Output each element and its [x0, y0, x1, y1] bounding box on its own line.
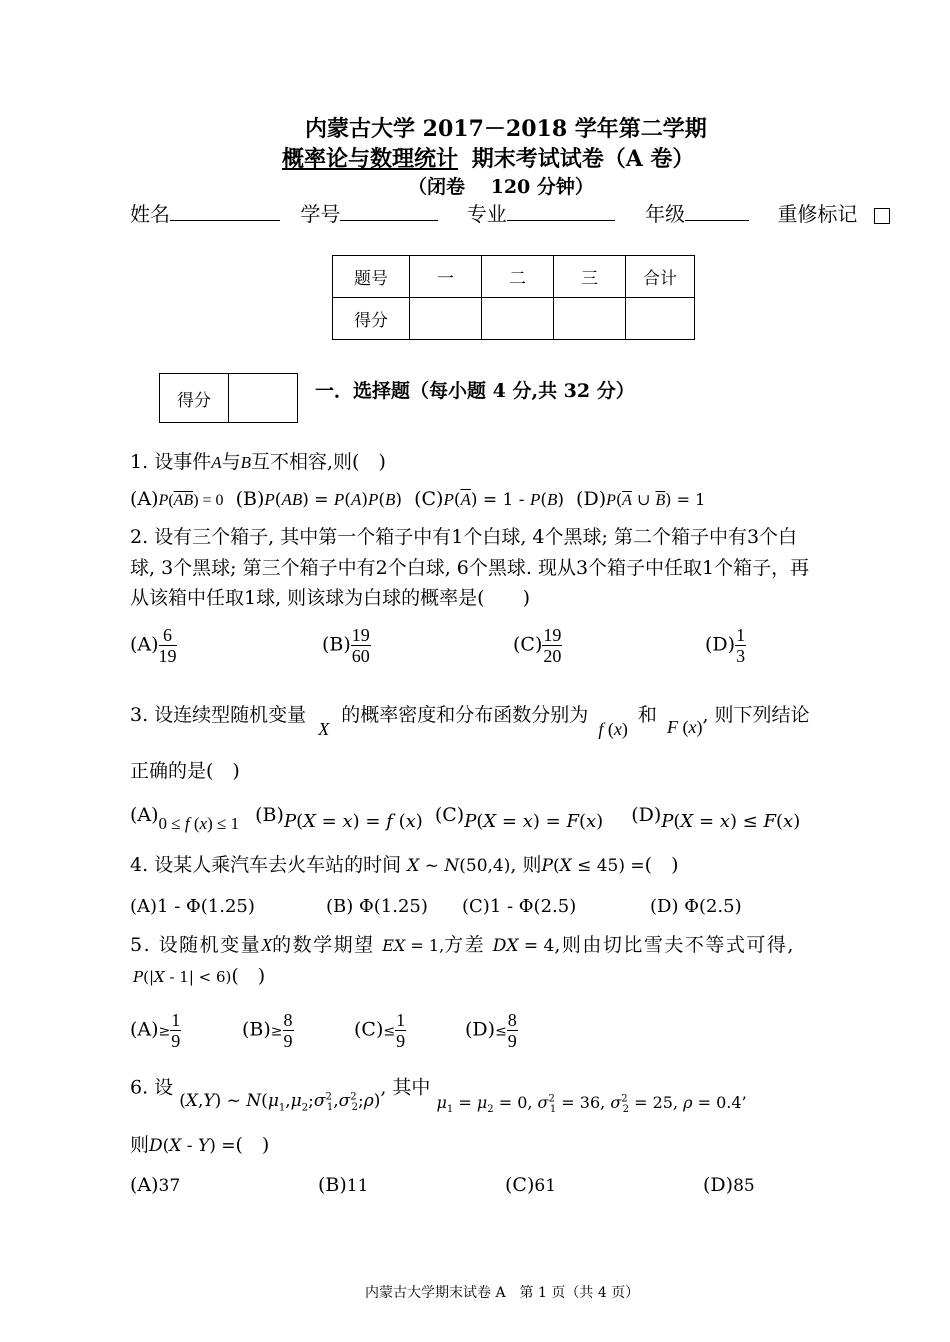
grade-blank[interactable] — [685, 198, 749, 221]
score-table-header: 二 — [482, 256, 554, 298]
option-a[interactable]: $(A)P(\overline{AB}) = 0$ — [130, 488, 224, 510]
grade-label: 年级 — [645, 202, 686, 226]
question-5-line1: 5. 设随机变量X的数学期望 EX = 1,方差 DX = 4,则由切比雪夫不等式可得, — [130, 934, 795, 956]
exam-duration: （闭卷 120 分钟） — [408, 176, 594, 198]
q1-number: 1. — [130, 451, 149, 473]
question-5-option-b[interactable]: (B)≥ $\frac{8}{9}$ — [242, 1010, 293, 1051]
question-6-option-d[interactable]: (D)85 — [703, 1174, 755, 1196]
score-table-header: 题号 — [333, 256, 410, 298]
section1-score-label: 得分 — [160, 374, 229, 423]
score-table-header: 一 — [410, 256, 482, 298]
option-c[interactable]: (C)P(X = x) = F(x) — [434, 804, 604, 832]
score-cell[interactable] — [410, 298, 482, 340]
question-5-line2: P(|X - 1| < 6)( ) — [133, 965, 266, 987]
question-4-option-c[interactable]: (C)1 - Φ(2.5) — [462, 896, 577, 917]
question-2-option-a[interactable]: (A) $\frac{6}{19}$ — [130, 625, 177, 666]
question-3-options — [130, 800, 800, 831]
score-cell[interactable] — [482, 298, 554, 340]
q1-text: 与 — [221, 451, 241, 473]
question-4-option-a[interactable]: (A)1 - Φ(1.25) — [130, 896, 255, 917]
option-c[interactable]: $(C)P(\overline{A}) = 1 - P(B)$ — [414, 488, 564, 510]
score-table-row-label: 得分 — [333, 298, 410, 340]
id-blank[interactable] — [340, 198, 438, 221]
question-6-option-c[interactable]: (C)61 — [505, 1174, 557, 1196]
score-table — [332, 255, 695, 340]
section1-score-box — [159, 373, 298, 423]
question-6-line2: 则D(X - Y) =( ) — [130, 1134, 270, 1156]
question-2-option-d[interactable]: (D) $\frac{1}{3}$ — [705, 625, 746, 666]
question-5-option-a[interactable]: (A)≥ $\frac{1}{9}$ — [130, 1010, 181, 1051]
exam-title-line1: 内蒙古大学 2017－2018 学年第二学期 — [305, 116, 707, 142]
option-d[interactable]: $(D)P(\overline{A}$ ∪ $\overline{B}) = 1$ — [576, 488, 706, 510]
exam-title-line2 — [282, 142, 694, 173]
retake-label: 重修标记 — [777, 202, 858, 226]
question-5-option-c[interactable]: (C)≤ $\frac{1}{9}$ — [354, 1010, 406, 1051]
score-cell[interactable] — [626, 298, 695, 340]
option-d[interactable]: (D)P(X = x) ≤ F(x) — [631, 804, 801, 832]
section1-score-cell[interactable] — [229, 374, 298, 423]
question-4: 4. 设某人乘汽车去火车站的时间 X ~ N(50,4), 则P(X ≤ 45) =( ) — [130, 854, 679, 876]
question-3-line1: 3. 设连续型随机变量 X 的概率密度和分布函数分别为 f (x) 和 F (x), 则下列结论 — [130, 704, 810, 739]
question-6-line1: 6. 设 (X,Y) ~ $N(\mu_1,\mu_2;\sigma^2_1,\sigma^2_2;\rho)$, 其中 $_{\mu_1 = \mu_2 = 0, \sigma^2_1 = 36, \sigma^2_2 = 25, \rho = 0.4’}$ — [130, 1076, 747, 1115]
retake-checkbox[interactable] — [874, 208, 890, 224]
question-5-option-d[interactable]: (D)≤ $\frac{8}{9}$ — [465, 1010, 517, 1051]
score-table-header: 三 — [554, 256, 626, 298]
option-b[interactable]: (B)P(X = x) = f (x) — [255, 804, 423, 832]
name-label: 姓名 — [130, 202, 170, 226]
option-b[interactable]: (B)P(AB) = P(A)P(B) — [235, 488, 403, 510]
question-2-option-b[interactable]: (B) $\frac{19}{60}$ — [322, 625, 370, 666]
question-6-option-a[interactable]: (A)37 — [130, 1174, 181, 1196]
question-1-options — [130, 484, 705, 516]
page-footer: 内蒙古大学期末试卷 A 第 1 页（共 4 页） — [365, 1285, 640, 1301]
major-blank[interactable] — [507, 198, 615, 221]
exam-type: 期末考试试卷（A 卷） — [471, 146, 695, 172]
question-2-option-c[interactable]: (C) $\frac{19}{20}$ — [513, 625, 562, 666]
question-2-line3: 从该箱中任取1球, 则该球为白球的概率是( ) — [130, 587, 530, 609]
option-a[interactable]: (A)0 ≤ f (x) ≤ 1 — [130, 804, 240, 833]
question-2-line2: 球, 3个黑球; 第三个箱子中有2个白球, 6个黑球. 现从3个箱子中任取1个箱子，再 — [130, 557, 810, 579]
q1-text: 互不相容,则( ) — [251, 451, 386, 473]
student-info-row — [130, 198, 890, 227]
question-3-line2: 正确的是( ) — [130, 760, 240, 782]
name-blank[interactable] — [170, 198, 280, 221]
score-table-header: 合计 — [626, 256, 695, 298]
score-cell[interactable] — [554, 298, 626, 340]
question-4-option-d[interactable]: (D) Φ(2.5) — [650, 896, 742, 917]
course-name: 概率论与数理统计 — [282, 146, 459, 172]
question-6-option-b[interactable]: (B)11 — [318, 1174, 369, 1196]
question-1: 1. 设事件A与B互不相容,则( ) — [130, 451, 386, 473]
section1-heading: 一．选择题（每小题 4 分,共 32 分） — [315, 380, 635, 402]
q1-text: 设事件 — [154, 451, 212, 473]
question-4-option-b[interactable]: (B) Φ(1.25) — [326, 896, 428, 917]
major-label: 专业 — [466, 202, 507, 226]
id-label: 学号 — [300, 202, 341, 226]
question-2-line1: 2. 设有三个箱子, 其中第一个箱子中有1个白球, 4个黑球; 第二个箱子中有3个白 — [130, 526, 798, 548]
